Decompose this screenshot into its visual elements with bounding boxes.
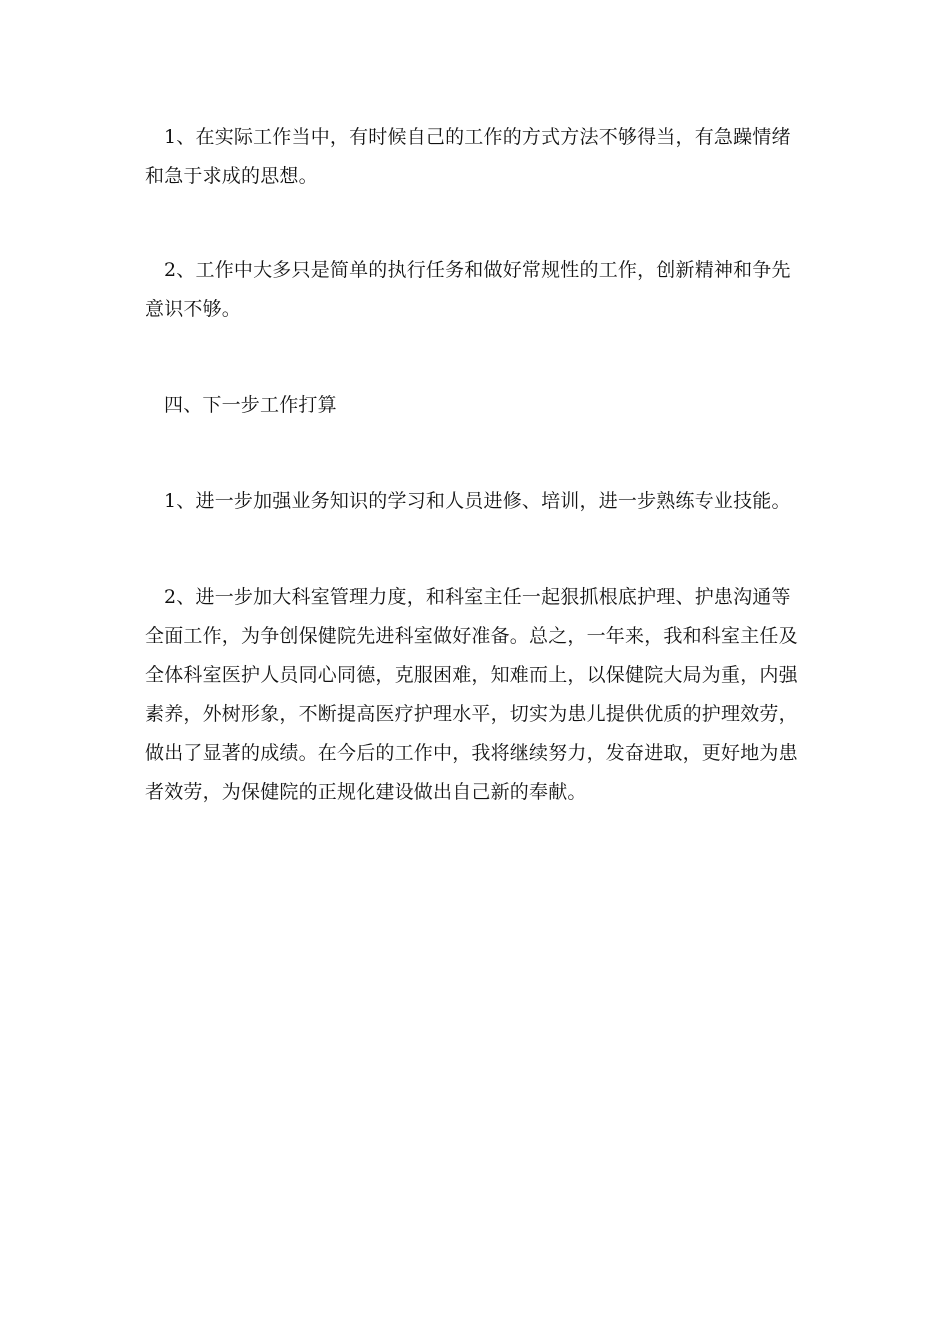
paragraph-spacer: [145, 521, 807, 578]
paragraph-shortcoming-1: 1、在实际工作当中，有时候自己的工作的方式方法不够得当，有急躁情绪和急于求成的思想。: [145, 126, 791, 187]
document-page: [145, 118, 807, 812]
paragraph-plan-1: 1、进一步加强业务知识的学习和人员进修、培训，进一步熟练专业技能。: [164, 490, 791, 512]
paragraph-shortcoming-2: 2、工作中大多只是简单的执行任务和做好常规性的工作，创新精神和争先意识不够。: [145, 259, 791, 320]
paragraph-spacer: [145, 425, 807, 482]
paragraph-spacer: [145, 196, 807, 251]
paragraph-spacer: [145, 329, 807, 386]
paragraph-plan-2: 2、进一步加大科室管理力度，和科室主任一起狠抓根底护理、护患沟通等全面工作，为争创保健院先进科室做好准备。总之，一年来，我和科室主任及全体科室医护人员同心同德，克服困难，知难而上，以保健院大局为重，内强素养，外树形象，不断提高医疗护理水平，切实为患儿提供优质的护理效劳，做出了显著的成绩。在今后的工作中，我将继续努力，发奋进取，更好地为患者效劳，为保健院的正规化建设做出自己新的奉献。: [145, 586, 798, 803]
section-heading-next-steps: 四、下一步工作打算: [164, 394, 337, 416]
